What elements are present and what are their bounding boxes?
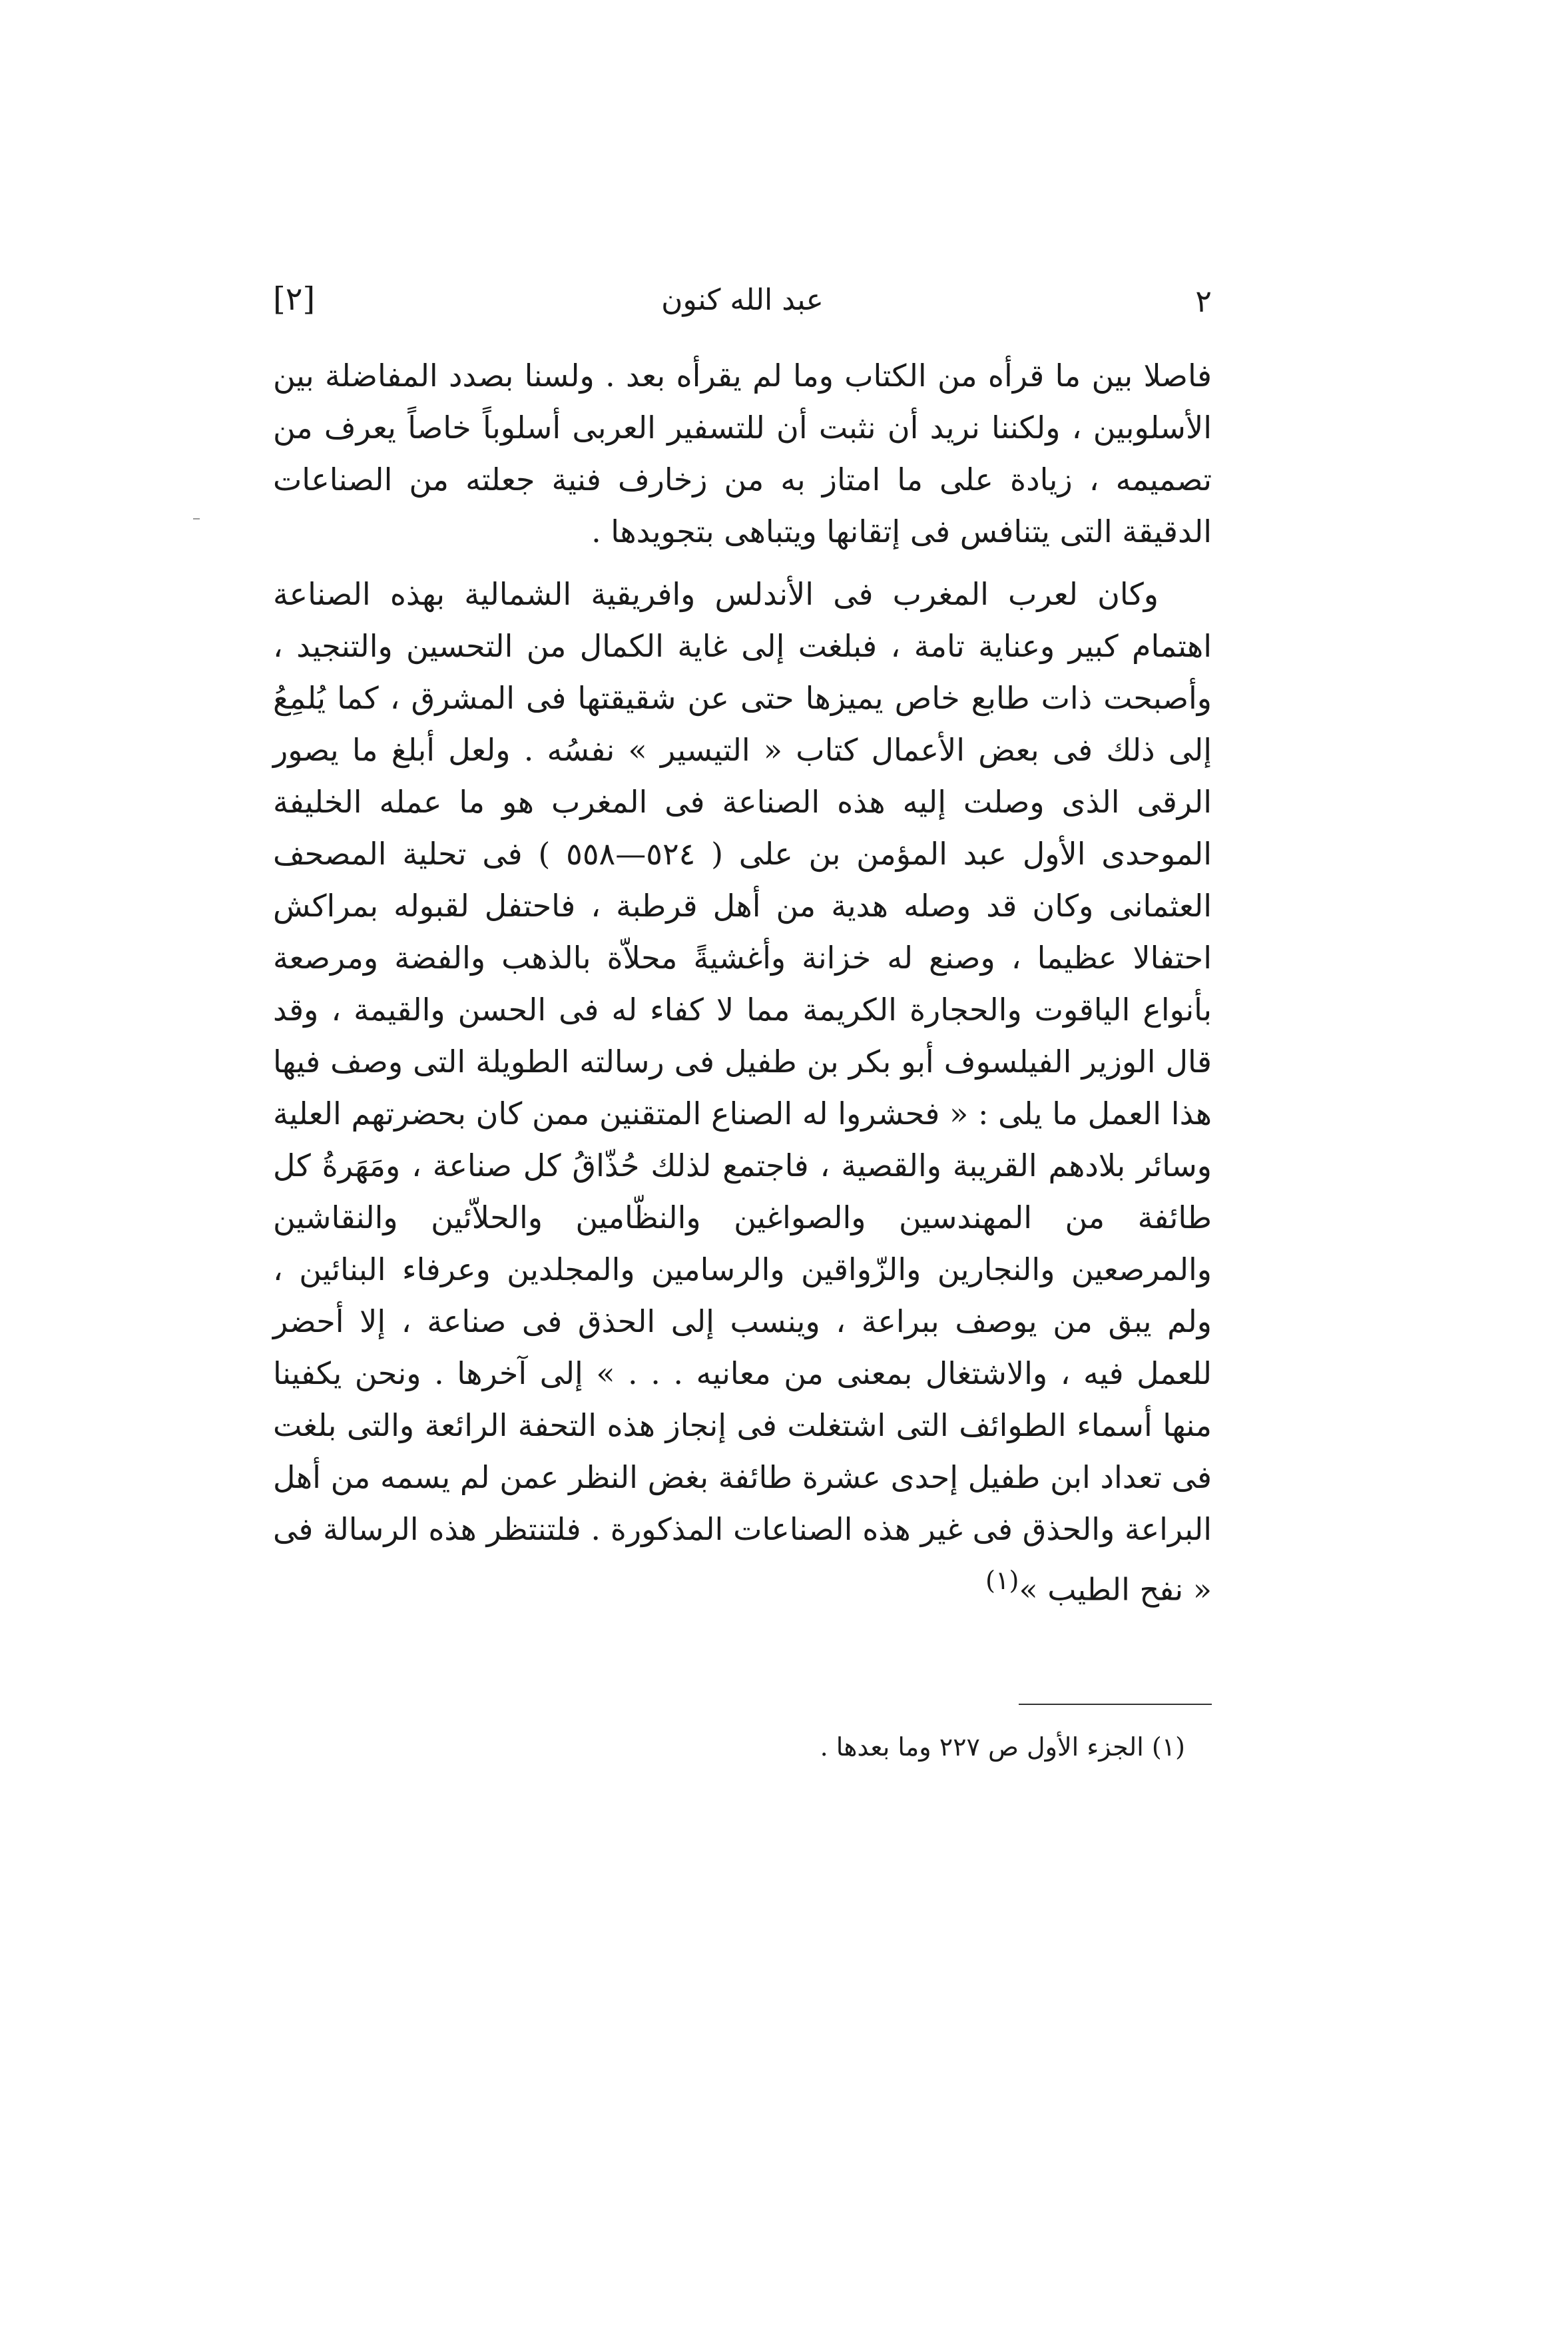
paragraph-1: فاصلا بين ما قرأه من الكتاب وما لم يقرأه بعد . ولسنا بصدد المفاضلة بين الأسلوبين ، ولكننا نريد أن نثبت أن للتسفير العربى أسلوباً خاصاً يعرف من تصميمه ، زيادة على ما امتاز به من زخارف فنية جعلته من الصناعات الدقيقة التى يتنافس فى إتقانها ويتباهى بتجويدها . [273,358,1212,549]
footnote-divider [1019,1704,1212,1705]
page-number: ٢ [1195,283,1212,319]
footnote-text: الجزء الأول ص ٢٢٧ وما بعدها . [820,1732,1144,1762]
footnote-reference: (١) [985,1566,1019,1596]
footnote [273,1728,1212,1766]
running-title: عبد الله كنون [661,283,824,317]
paragraph-2-text: وكان لعرب المغرب فى الأندلس وافريقية الشمالية بهذه الصناعة اهتمام كبير وعناية تامة ، فبلغت إلى غاية الكمال من التحسين والتنجيد ، وأصبحت ذات طابع خاص يميزها حتى عن شقيقتها فى المشرق ، كما يُلمِعُ إلى ذلك فى بعض الأعمال كتاب « التيسير » نفسُه . ولعل أبلغ ما يصور الرقى الذى وصلت إليه هذه الصناعة فى المغرب هو ما عمله الخليفة الموحدى الأول عبد المؤمن بن على ( ٥٢٤—٥٥٨ ) فى تحلية المصحف العثمانى وكان قد وصله هدية من أهل قرطبة ، فاحتفل لقبوله بمراكش احتفالا عظيما ، وصنع له خزانة وأغشيةً محلاّة بالذهب والفضة ومرصعة بأنواع الياقوت والحجارة الكريمة مما لا كفاء له فى الحسن والقيمة ، وقد قال الوزير الفيلسوف أبو بكر بن طفيل فى رسالته الطويلة التى وصف فيها هذا العمل ما يلى : « فحشروا له الصناع المتقنين ممن كان بحضرتهم العلية وسائر بلادهم القريبة والقصية ، فاجتمع لذلك حُذّاقُ كل صناعة ، ومَهَرةُ كل طائفة من المهندسين والصواغين والنظّامين والحلاّئين والنقاشين والمرصعين والنجارين والزّواقين والرسامين والمجلدين وعرفاء البنائين ، ولم يبق من يوصف ببراعة ، وينسب إلى الحذق فى صناعة ، إلا أحضر للعمل فيه ، والاشتغال بمعنى من معانيه . . . » إلى آخرها . ونحن يكفينا منها أسماء الطوائف التى اشتغلت فى إنجاز هذه التحفة الرائعة والتى بلغت فى تعداد ابن طفيل إحدى عشرة طائفة بغض النظر عمن لم يسمه من أهل البراعة والحذق فى غير هذه الصناعات المذكورة . فلتنتظر هذه الرسالة فى « نفح الطيب » [273,576,1212,1608]
margin-mark [193,518,200,519]
bracketed-page-number: [٢] [273,280,316,318]
footnote-marker: (١) [1151,1732,1185,1762]
paragraph-2 [273,568,1212,1615]
page-header [273,276,1212,336]
main-text [273,350,1212,1615]
